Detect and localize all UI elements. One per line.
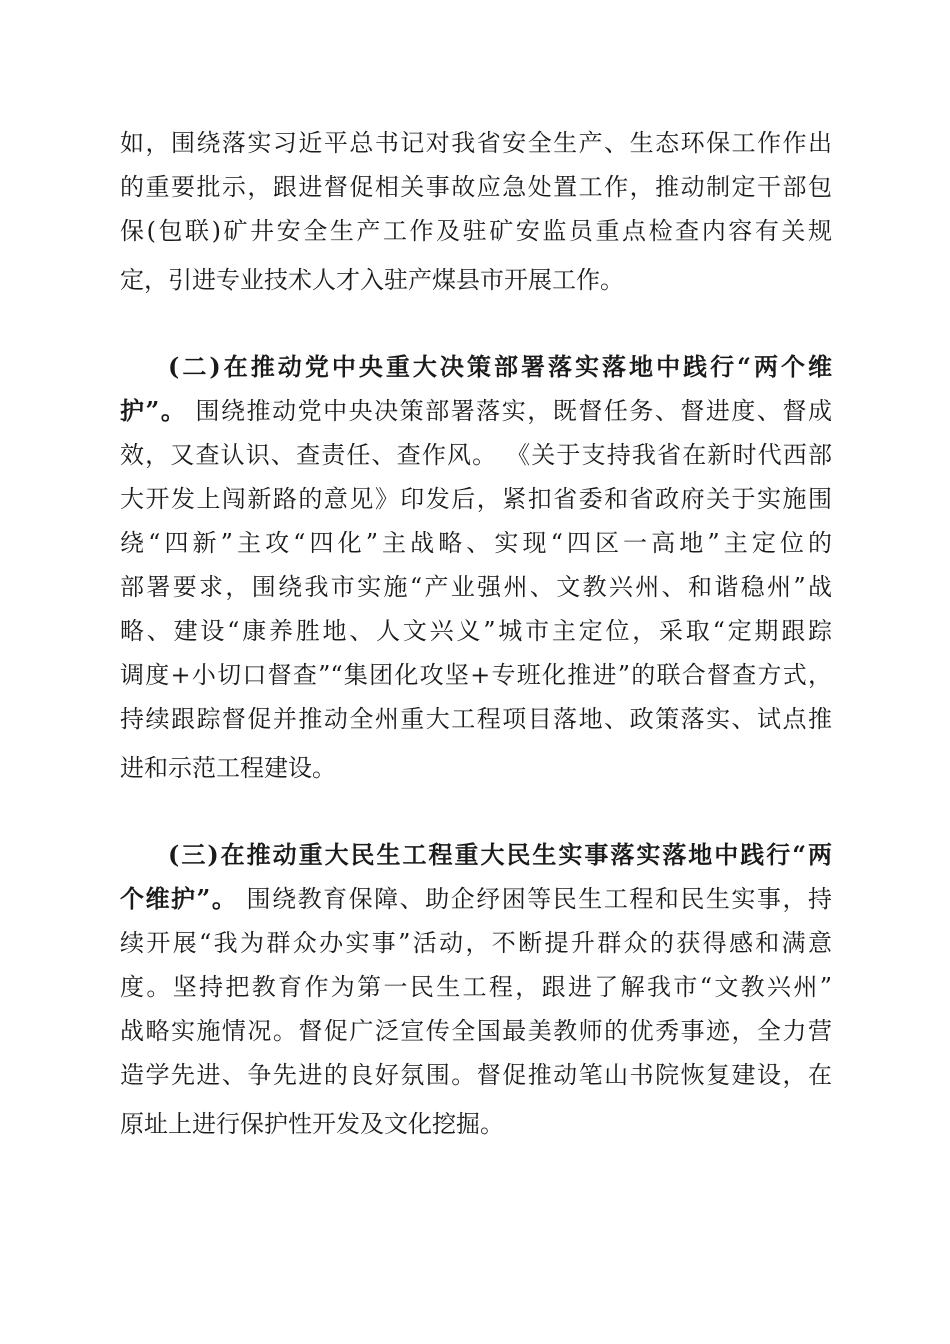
para2-line-2-text: 围绕推动党中央决策部署落实，既督任务、督进度、督成 bbox=[186, 397, 832, 425]
para3-heading-line-1: (三)在推动重大民生工程重大民生实事落实落地中践行“两 bbox=[168, 840, 832, 869]
para3-line-6: 造学先进、争先进的良好氛围。督促推动笔山书院恢复建设，在 bbox=[120, 1061, 832, 1089]
para3-line-5: 战略实施情况。督促广泛宣传全国最美教师的优秀事迹，全力营 bbox=[120, 1017, 832, 1045]
para2-line-4: 大开发上闯新路的意见》印发后，紧扣省委和省政府关于实施围 bbox=[120, 485, 832, 513]
para2-line-2 bbox=[120, 389, 832, 433]
para3-line-7: 原址上进行保护性开发及文化挖掘。 bbox=[120, 1110, 504, 1138]
para2-line-10: 进和示范工程建设。 bbox=[120, 754, 336, 782]
para2-line-7: 略、建设“康养胜地、人文兴义”城市主定位，采取“定期跟踪 bbox=[120, 617, 832, 645]
para1-line-4: 定，引进专业技术人才入驻产煤县市开展工作。 bbox=[120, 266, 624, 294]
para2-heading-tail: 护”。 bbox=[120, 396, 187, 425]
para3-line-4: 度。坚持把教育作为第一民生工程，跟进了解我市“文教兴州” bbox=[120, 973, 832, 1001]
para2-line-6: 部署要求，围绕我市实施“产业强州、文教兴州、和谐稳州”战 bbox=[120, 573, 832, 601]
para1-line-3: 保(包联)矿井安全生产工作及驻矿安监员重点检查内容有关规 bbox=[120, 217, 832, 245]
para3-line-2 bbox=[120, 877, 832, 921]
para1-line-1: 如，围绕落实习近平总书记对我省安全生产、生态环保工作作出 bbox=[120, 129, 832, 157]
para2-line-3: 效，又查认识、查责任、查作风。 《关于支持我省在新时代西部 bbox=[120, 441, 832, 469]
para3-heading-tail: 个维护”。 bbox=[120, 884, 238, 913]
para1-line-2: 的重要批示，跟进督促相关事故应急处置工作，推动制定干部包 bbox=[120, 173, 832, 201]
para2-heading-line-1: (二)在推动党中央重大决策部署落实落地中践行“两个维 bbox=[168, 352, 832, 381]
para3-line-2-text: 围绕教育保障、助企纾困等民生工程和民生实事，持 bbox=[237, 885, 832, 913]
para2-line-9: 持续跟踪督促并推动全州重大工程项目落地、政策落实、试点推 bbox=[120, 705, 832, 733]
para2-line-5: 绕“四新”主攻“四化”主战略、实现“四区一高地”主定位的 bbox=[120, 529, 832, 557]
para2-line-8: 调度+小切口督查”“集团化攻坚+专班化推进”的联合督查方式， bbox=[120, 661, 832, 689]
para3-line-3: 续开展“我为群众办实事”活动，不断提升群众的获得感和满意 bbox=[120, 929, 832, 957]
